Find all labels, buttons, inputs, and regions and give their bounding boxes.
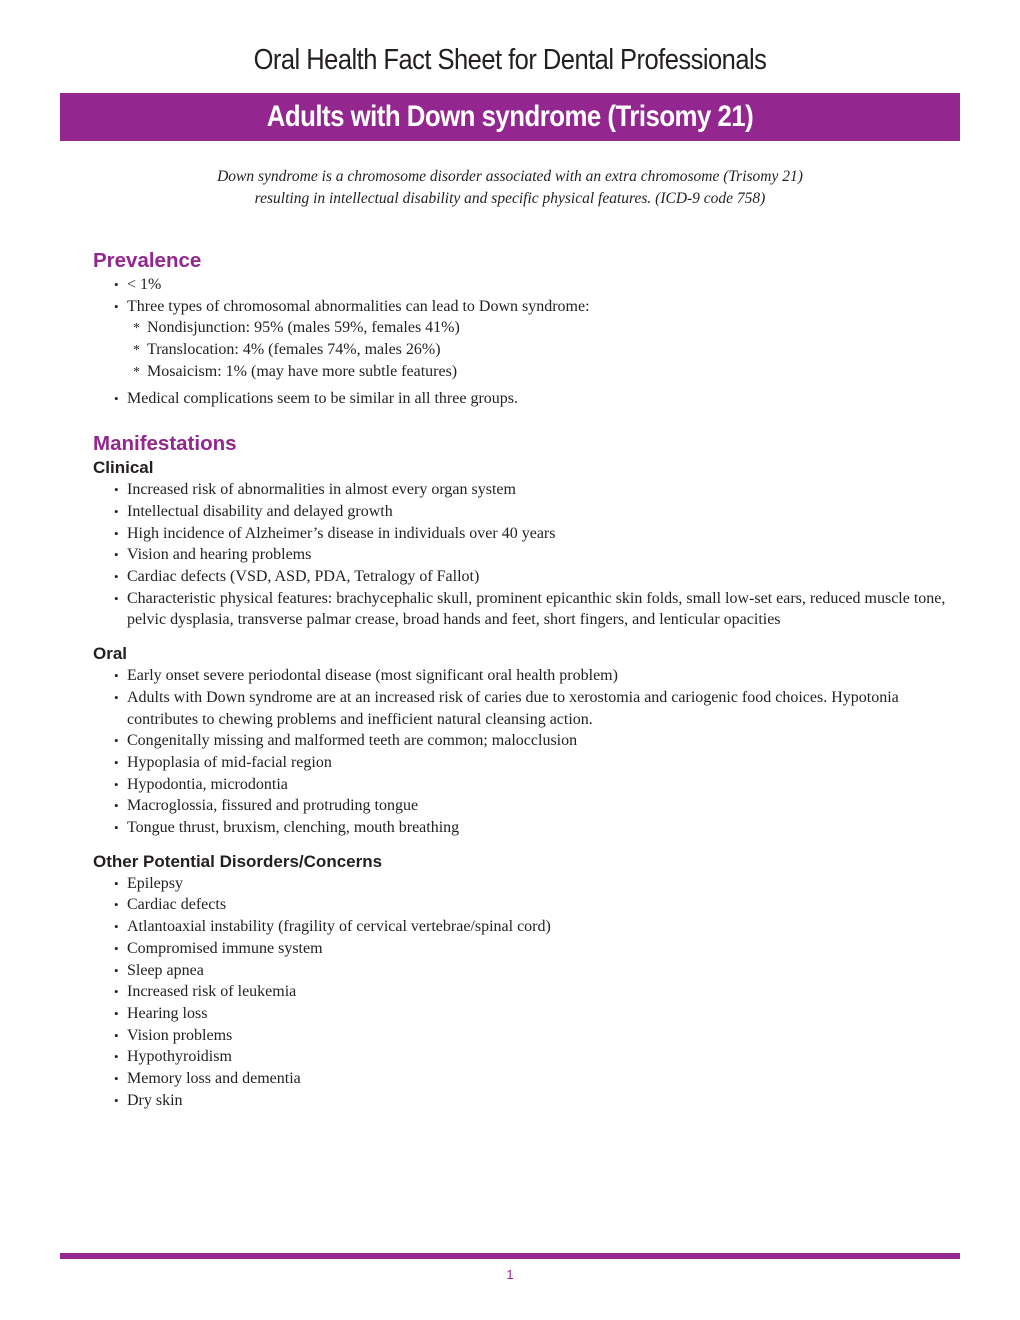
section-heading-prevalence: Prevalence xyxy=(93,249,202,272)
list-item: • Characteristic physical features: brachycephalic skull, prominent epicanthic skin folds, small low-set ears, reduced muscle tone, pelvic dysplasia, transverse palmar crease, broad hands and feet, short fingers, and lenticular opacities xyxy=(127,588,953,631)
intro-line: Down syndrome is a chromosome disorder associated with an extra chromosome (Trisomy 21) xyxy=(217,168,803,185)
oral-list xyxy=(93,665,953,839)
list-item: • Congenitally missing and malformed teeth are common; malocclusion xyxy=(127,730,953,752)
list-item: • Early onset severe periodontal disease (most significant oral health problem) xyxy=(127,665,953,687)
subheading-clinical: Clinical xyxy=(93,458,154,478)
list-item: • Vision and hearing problems xyxy=(127,544,953,566)
list-item: • Hypodontia, microdontia xyxy=(127,774,953,796)
list-item: • Medical complications seem to be similar in all three groups. xyxy=(127,388,953,410)
prevalence-list xyxy=(93,274,953,409)
list-item: • Sleep apnea xyxy=(127,960,953,982)
list-item: • Vision problems xyxy=(127,1025,953,1047)
list-item-text: Three types of chromosomal abnormalities can lead to Down syndrome: xyxy=(127,297,590,315)
content-body xyxy=(93,248,953,1112)
list-item: • Adults with Down syndrome are at an increased risk of caries due to xerostomia and cariogenic food choices. Hypotonia contributes to chewing problems and inefficient natural cleansing action. xyxy=(127,687,953,730)
sub-list-item: * Mosaicism: 1% (may have more subtle features) xyxy=(147,361,953,383)
list-item: • Hypothyroidism xyxy=(127,1046,953,1068)
list-item: • Cardiac defects (VSD, ASD, PDA, Tetralogy of Fallot) xyxy=(127,566,953,588)
sub-list-item: * Nondisjunction: 95% (males 59%, females 41%) xyxy=(147,317,953,339)
list-item: • Tongue thrust, bruxism, clenching, mouth breathing xyxy=(127,817,953,839)
other-disorders-list xyxy=(93,873,953,1112)
page-number: 1 xyxy=(506,1267,514,1282)
list-item: • Hypoplasia of mid-facial region xyxy=(127,752,953,774)
list-item: • Compromised immune system xyxy=(127,938,953,960)
list-item: • Hearing loss xyxy=(127,1003,953,1025)
list-item: • Atlantoaxial instability (fragility of cervical vertebrae/spinal cord) xyxy=(127,916,953,938)
sub-list-item: * Translocation: 4% (females 74%, males 26%) xyxy=(147,339,953,361)
clinical-list xyxy=(93,479,953,631)
list-item xyxy=(127,296,953,383)
subheading-other-disorders: Other Potential Disorders/Concerns xyxy=(93,851,383,871)
list-item: • Intellectual disability and delayed growth xyxy=(127,501,953,523)
list-item: • Macroglossia, fissured and protruding tongue xyxy=(127,795,953,817)
list-item: • < 1% xyxy=(127,274,953,296)
list-item: • Increased risk of abnormalities in almost every organ system xyxy=(127,479,953,501)
subheading-oral: Oral xyxy=(93,644,128,664)
list-item: • Epilepsy xyxy=(127,873,953,895)
list-item: • Dry skin xyxy=(127,1090,953,1112)
list-item: • Memory loss and dementia xyxy=(127,1068,953,1090)
document-title: Oral Health Fact Sheet for Dental Professionals xyxy=(253,44,767,76)
banner-title: Adults with Down syndrome (Trisomy 21) xyxy=(266,100,754,133)
list-item: • High incidence of Alzheimer’s disease in individuals over 40 years xyxy=(127,523,953,545)
section-heading-manifestations: Manifestations xyxy=(93,432,237,456)
list-item: • Cardiac defects xyxy=(127,894,953,916)
intro-line: resulting in intellectual disability and specific physical features. (ICD-9 code 758) xyxy=(254,190,766,207)
chromosomal-types-list xyxy=(127,317,953,382)
title-banner xyxy=(60,93,960,141)
intro-paragraph xyxy=(60,166,960,210)
footer-divider xyxy=(60,1253,960,1259)
list-item: • Increased risk of leukemia xyxy=(127,981,953,1003)
